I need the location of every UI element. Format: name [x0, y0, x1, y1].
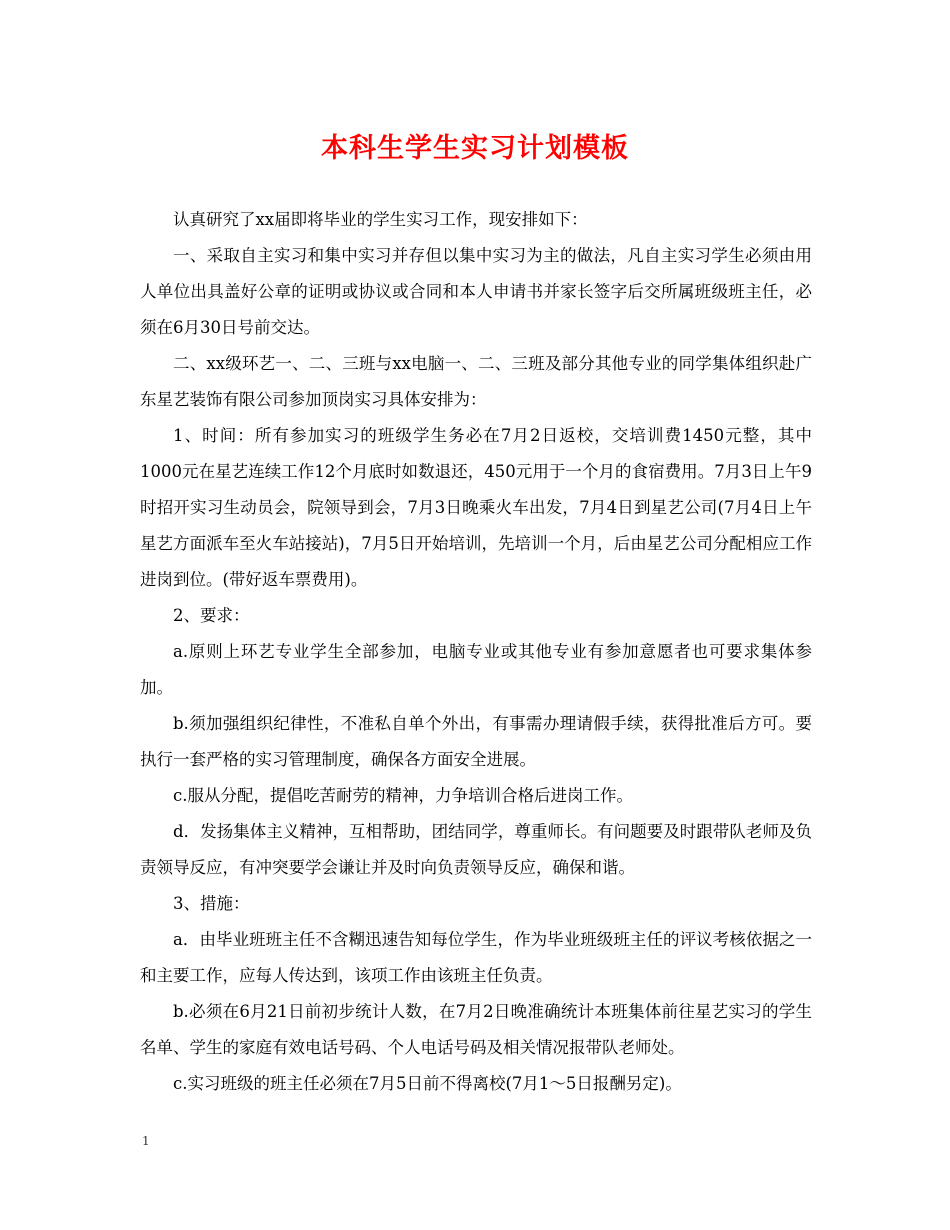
paragraph-measure-b: b.必须在6月21日前初步统计人数，在7月2日晚准确统计本班集体前往星艺实习的学生名单、学生的家庭有效电话号码、个人电话号码及相关情况报带队老师处。	[140, 1002, 812, 1057]
paragraph-requirement-d: d．发扬集体主义精神，互相帮助，团结同学，尊重师长。有问题要及时跟带队老师及负责领导反应，有冲突要学会谦让并及时向负责领导反应，确保和谐。	[140, 822, 812, 877]
document-title: 本科生学生实习计划模板	[321, 133, 629, 164]
paragraph-measures-heading: 3、措施：	[173, 894, 250, 913]
document-body	[140, 202, 812, 1102]
paragraph-section-2: 二、xx级环艺一、二、三班与xx电脑一、二、三班及部分其他专业的同学集体组织赴广东星艺装饰有限公司参加顶岗实习具体安排为：	[140, 354, 812, 409]
paragraph-intro: 认真研究了xx届即将毕业的学生实习工作，现安排如下：	[173, 210, 588, 229]
paragraph-requirement-b: b.须加强组织纪律性，不准私自单个外出，有事需办理请假手续，获得批准后方可。要执行一套严格的实习管理制度，确保各方面安全进展。	[140, 714, 812, 769]
paragraph-requirements-heading: 2、要求：	[173, 606, 250, 625]
paragraph-time: 1、时间：所有参加实习的班级学生务必在7月2日返校，交培训费1450元整，其中1000元在星艺连续工作12个月底时如数退还，450元用于一个月的食宿费用。7月3日上午9时招开实习生动员会，院领导到会，7月3日晚乘火车出发，7月4日到星艺公司(7月4日上午星艺方面派车至火车站接站)，7月5日开始培训，先培训一个月，后由星艺公司分配相应工作进岗到位。(带好返车票费用)。	[140, 426, 812, 589]
page-number: 1	[142, 1134, 150, 1148]
paragraph-measure-c: c.实习班级的班主任必须在7月5日前不得离校(7月1～5日报酬另定)。	[173, 1074, 682, 1093]
paragraph-measure-a: a．由毕业班班主任不含糊迅速告知每位学生，作为毕业班级班主任的评议考核依据之一和主要工作，应每人传达到，该项工作由该班主任负责。	[140, 930, 812, 985]
paragraph-requirement-a: a.原则上环艺专业学生全部参加，电脑专业或其他专业有参加意愿者也可要求集体参加。	[140, 642, 812, 697]
paragraph-requirement-c: c.服从分配，提倡吃苦耐劳的精神，力争培训合格后进岗工作。	[173, 786, 633, 805]
paragraph-section-1: 一、采取自主实习和集中实习并存但以集中实习为主的做法，凡自主实习学生必须由用人单位出具盖好公章的证明或协议或合同和本人申请书并家长签字后交所属班级班主任，必须在6月30日号前交达。	[140, 246, 812, 337]
